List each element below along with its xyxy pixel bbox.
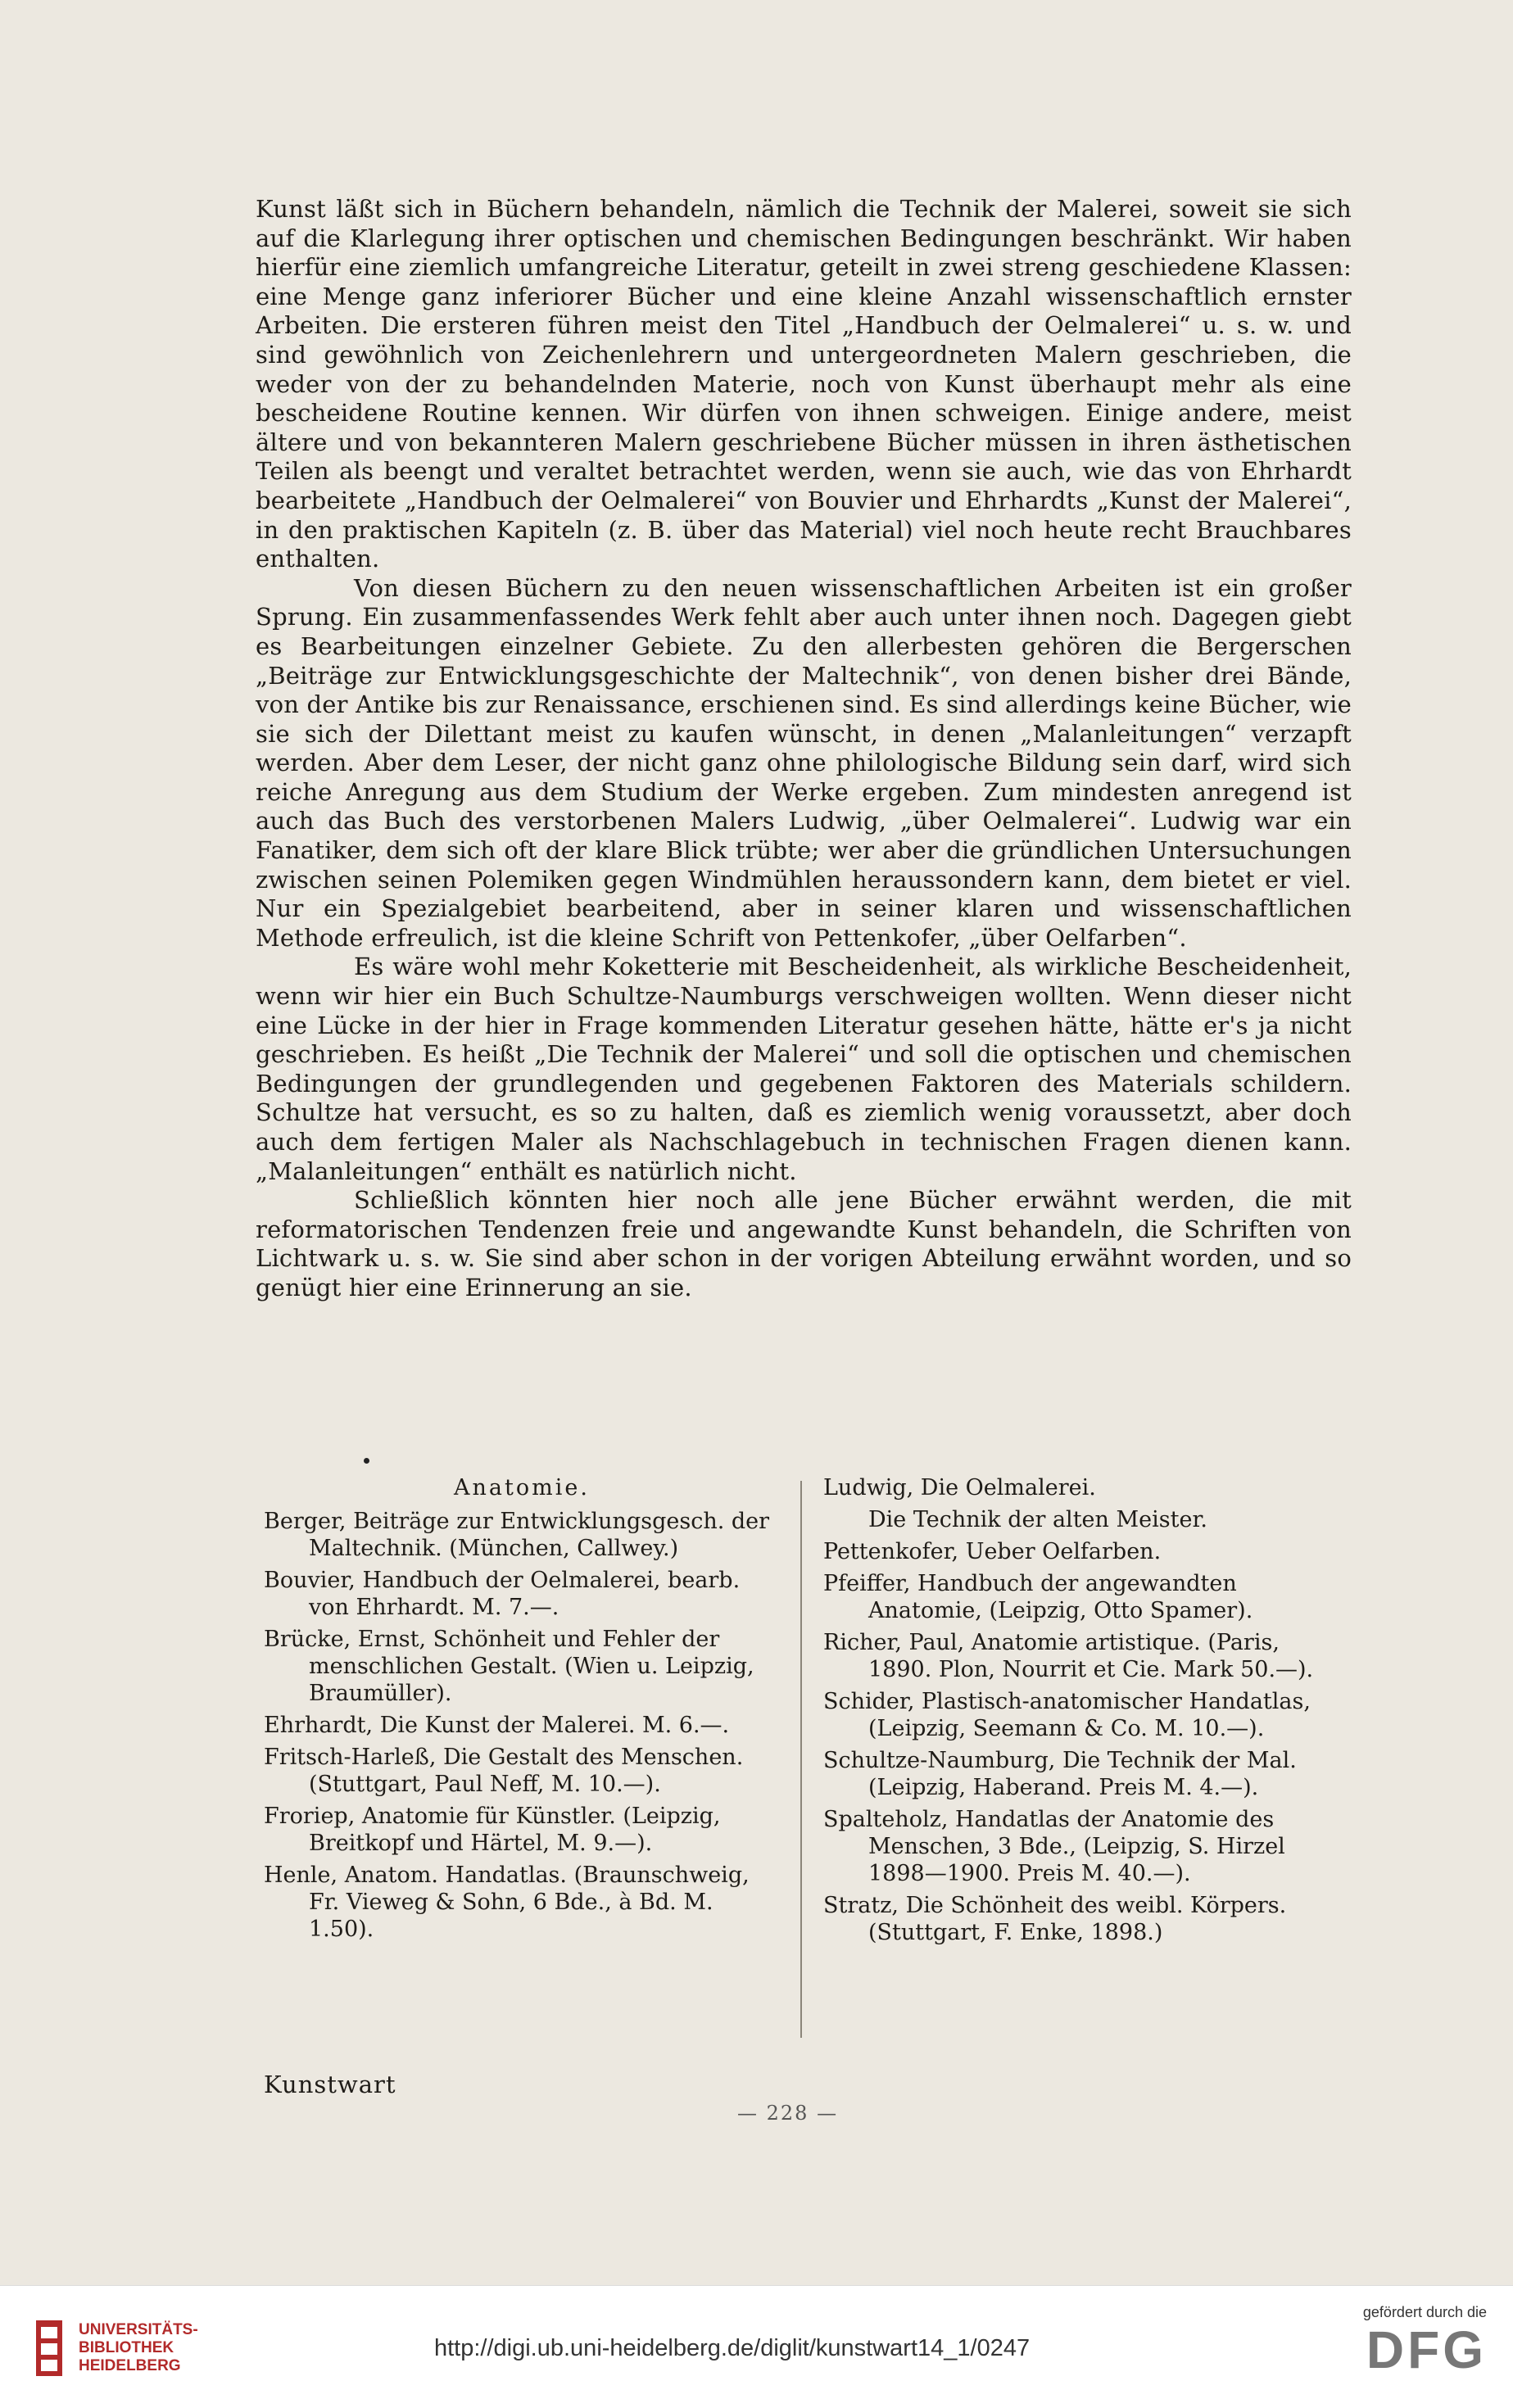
bibliography-entry: Die Technik der alten Meister.	[868, 1507, 1207, 1532]
bibliography-left-column	[264, 1474, 780, 1948]
bibliography-entry: Froriep, Anatomie für Künstler. (Leipzig, Breitkopf und Härtel, M. 9.—).	[264, 1804, 721, 1856]
institution-line: HEIDELBERG	[79, 2357, 181, 2374]
body-paragraph: Von diesen Büchern zu den neuen wissenschaftlichen Arbeiten ist ein großer Sprung. Ein zusammenfassendes Werk fehlt aber auch unter ihnen noch. Dagegen giebt es Bearbeitungen einzelner Gebiete. Zu den allerbesten gehören die Bergerschen „Beiträge zur Entwicklungsgeschichte der Maltechnik“, von denen bisher drei Bände, von der Antike bis zur Renaissance, erschienen sind. Es sind allerdings keine Bücher, wie sie sich der Dilettant meist zu kaufen wünscht, in denen „Malanleitungen“ verzapft werden. Aber dem Leser, der nicht ganz ohne philologische Bildung sein darf, wird sich reiche Anregung aus dem Studium der Werke ergeben. Zum mindesten anregend ist auch das Buch des verstorbenen Malers Ludwig, „über Oelmalerei“. Ludwig war ein Fanatiker, dem sich oft der klare Blick trübte; wer aber die gründlichen Untersuchungen zwischen seinen Polemiken gegen Windmühlen heraussondern kann, dem bietet er viel. Nur ein Spezialgebiet bearbeitend, aber in seiner klaren und wissenschaftlichen Methode erfreulich, ist die kleine Schrift von Pettenkofer, „über Oelfarben“.	[256, 573, 1352, 952]
bibliography-entry: Fritsch-Harleß, Die Gestalt des Menschen. (Stuttgart, Paul Neff, M. 10.—).	[264, 1745, 744, 1797]
sponsor-caption: gefördert durch die	[1362, 2304, 1487, 2320]
body-paragraph: Kunst läßt sich in Büchern behandeln, nämlich die Technik der Malerei, soweit sie sich auf die Klarlegung ihrer optischen und chemischen Bedingungen beschränkt. Wir haben hierfür eine ziemlich umfangreiche Literatur, geteilt in zwei streng geschiedene Klassen: eine Menge ganz inferiorer Bücher und eine kleine Anzahl wissenschaftlich ernster Arbeiten. Die ersteren führen meist den Titel „Handbuch der Oelmalerei“ u. s. w. und sind gewöhnlich von Zeichenlehrern und untergeordneten Malern geschrieben, die weder von der zu behandelnden Materie, noch von Kunst überhaupt mehr als eine bescheidene Routine kennen. Wir dürfen von ihnen schweigen. Einige andere, meist ältere und von bekannteren Malern geschriebene Bücher müssen in ihren ästhetischen Teilen als beengt und veraltet betrachtet werden, wenn sie auch, wie das von Ehrhardt bearbeitete „Handbuch der Oelmalerei“ von Bouvier und Ehrhardts „Kunst der Malerei“, in den praktischen Kapiteln (z. B. über das Material) viel noch heute recht Brauchbares enthalten.	[256, 195, 1352, 573]
journal-name: Kunstwart	[264, 2071, 396, 2098]
article-body	[256, 195, 1352, 1303]
institution-line: BIBLIOTHEK	[79, 2339, 174, 2356]
digitization-footer	[0, 2285, 1513, 2408]
bullet-dot	[364, 1458, 369, 1464]
bibliography-entry: Ehrhardt, Die Kunst der Malerei. M. 6.—.	[264, 1713, 730, 1738]
university-library-name	[79, 2321, 198, 2375]
page-number: — 228 —	[737, 2102, 839, 2125]
bibliography-entry: Stratz, Die Schönheit des weibl. Körpers. (Stuttgart, F. Enke, 1898.)	[823, 1893, 1287, 1945]
bibliography-entry: Richer, Paul, Anatomie artistique. (Paris, 1890. Plon, Nourrit et Cie. Mark 50.—).	[823, 1630, 1314, 1682]
bibliography-entry: Henle, Anatom. Handatlas. (Braunschweig, Fr. Vieweg & Sohn, 6 Bde., à Bd. M. 1.50).	[264, 1863, 750, 1942]
bibliography-entry: Schider, Plastisch-anatomischer Handatlas, (Leipzig, Seemann & Co. M. 10.—).	[823, 1689, 1311, 1741]
document-url-link[interactable]: http://digi.ub.uni-heidelberg.de/diglit/kunstwart14_1/0247	[434, 2335, 1031, 2361]
bibliography-entry: Schultze-Naumburg, Die Technik der Mal. (Leipzig, Haberand. Preis M. 4.—).	[823, 1748, 1297, 1800]
bibliography-entry: Spalteholz, Handatlas der Anatomie des Menschen, 3 Bde., (Leipzig, S. Hirzel 1898—1900. Preis M. 40.—).	[823, 1807, 1285, 1886]
bibliography-entry: Ludwig, Die Oelmalerei.	[823, 1475, 1096, 1500]
institution-line: UNIVERSITÄTS-	[79, 2321, 198, 2338]
bibliography-entry: Pfeiffer, Handbuch der angewandten Anatomie, (Leipzig, Otto Spamer).	[823, 1571, 1253, 1623]
dfg-sponsor[interactable]	[1363, 2304, 1487, 2379]
university-library-logo[interactable]	[33, 2319, 198, 2378]
bibliography-heading: Anatomie.	[454, 1475, 590, 1500]
dfg-logo: DFG	[1366, 2320, 1487, 2379]
body-paragraph: Schließlich könnten hier noch alle jene Bücher erwähnt werden, die mit reformatorischen Tendenzen freie und angewandte Kunst behandeln, die Schriften von Lichtwark u. s. w. Sie sind aber schon in der vorigen Abteilung erwähnt worden, und so genügt hier eine Erinnerung an sie.	[256, 1186, 1352, 1301]
body-paragraph: Es wäre wohl mehr Koketterie mit Bescheidenheit, als wirkliche Bescheidenheit, wenn wir hier ein Buch Schultze-Naumburgs verschweigen wollten. Wenn dieser nicht eine Lücke in der hier in Frage kommenden Literatur gesehen hätte, hätte er's ja nicht geschrieben. Es heißt „Die Technik der Malerei“ und soll die optischen und chemischen Bedingungen der grundlegenden und gegebenen Faktoren des Materials schildern. Schultze hat versucht, es so zu halten, daß es ziemlich wenig voraussetzt, aber doch auch dem fertigen Maler als Nachschlagebuch in technischen Fragen dienen kann. „Malanleitungen“ enthält es natürlich nicht.	[256, 953, 1352, 1185]
university-seal-icon	[33, 2319, 66, 2378]
column-divider	[800, 1481, 802, 2038]
bibliography-right-column	[823, 1474, 1348, 1951]
bibliography-entry: Berger, Beiträge zur Entwicklungsgesch. der Maltechnik. (München, Callwey.)	[264, 1509, 770, 1561]
bibliography-entry: Bouvier, Handbuch der Oelmalerei, bearb. von Ehrhardt. M. 7.—.	[264, 1568, 741, 1620]
bibliography-entry: Pettenkofer, Ueber Oelfarben.	[823, 1539, 1162, 1564]
bibliography-entry: Brücke, Ernst, Schönheit und Fehler der menschlichen Gestalt. (Wien u. Leipzig, Braumüller).	[264, 1627, 754, 1706]
